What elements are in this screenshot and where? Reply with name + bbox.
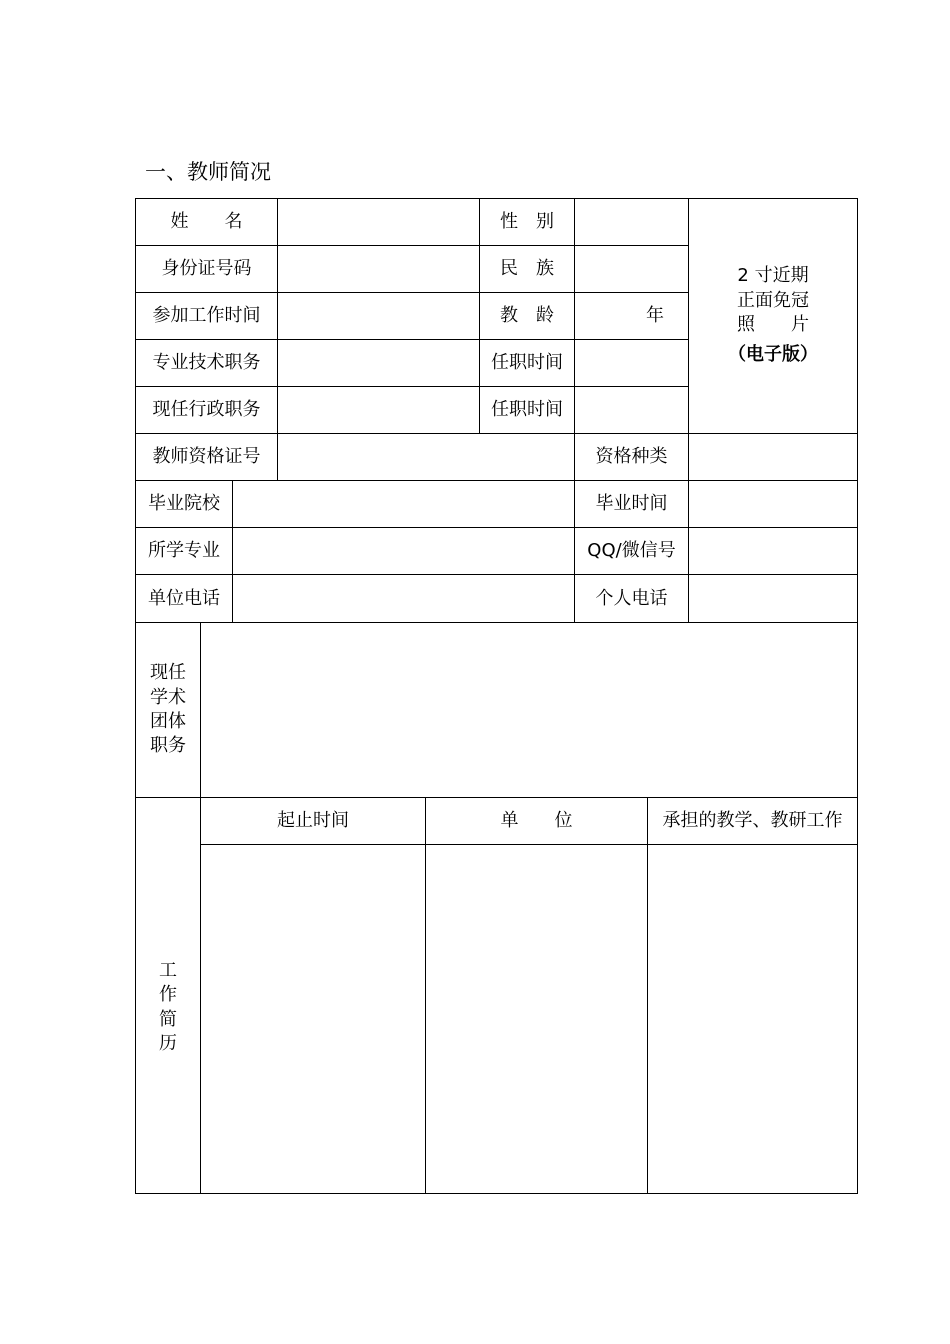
ethnicity-label: 民 族	[500, 258, 554, 280]
academic-roles-line: 职务	[150, 735, 186, 757]
appointment-time-2-field[interactable]	[575, 387, 688, 433]
work-phone-label: 单位电话	[148, 587, 220, 609]
academic-roles-field[interactable]	[201, 623, 857, 797]
academic-roles-label	[136, 623, 200, 797]
personal-phone-label: 个人电话	[595, 587, 668, 609]
years-unit: 年	[646, 305, 664, 327]
history-duties-field[interactable]	[648, 845, 857, 1193]
work-history-char: 工	[159, 959, 177, 981]
cert-type-label: 资格种类	[595, 446, 668, 468]
photo-placeholder[interactable]	[689, 199, 857, 433]
work-history-char: 历	[159, 1032, 177, 1054]
professional-title-label: 专业技术职务	[152, 352, 261, 374]
professional-title-field[interactable]	[278, 340, 479, 386]
photo-line4: （电子版）	[728, 344, 818, 366]
photo-line3: 照 片	[737, 314, 809, 335]
appointment-time-1-label: 任职时间	[491, 352, 563, 374]
qq-wechat-label: QQ/微信号	[587, 540, 676, 562]
major-field[interactable]	[233, 528, 574, 574]
cert-type-field[interactable]	[689, 434, 857, 480]
graduate-school-field[interactable]	[233, 481, 574, 527]
ethnicity-field[interactable]	[575, 246, 688, 292]
teacher-cert-label: 教师资格证号	[152, 446, 261, 468]
section-title: 一、教师简况	[145, 160, 271, 184]
work-start-field[interactable]	[278, 293, 479, 339]
id-number-label: 身份证号码	[161, 258, 252, 280]
work-history-char: 简	[159, 1008, 177, 1030]
major-label: 所学专业	[148, 540, 220, 562]
teaching-years-field[interactable]	[575, 293, 688, 339]
admin-position-label: 现任行政职务	[152, 399, 261, 421]
graduate-time-field[interactable]	[689, 481, 857, 527]
gender-field[interactable]	[575, 199, 688, 245]
work-start-label: 参加工作时间	[152, 305, 261, 327]
name-label: 姓 名	[170, 211, 243, 233]
gender-label: 性 别	[500, 211, 554, 233]
work-phone-field[interactable]	[233, 575, 574, 622]
academic-roles-line: 现任	[150, 662, 186, 684]
photo-line1: 2 寸近期	[737, 265, 809, 287]
admin-position-field[interactable]	[278, 387, 479, 433]
teaching-years-label: 教 龄	[500, 305, 554, 327]
history-unit-field[interactable]	[426, 845, 647, 1193]
work-history-label	[136, 798, 200, 1193]
work-history-char: 作	[159, 984, 177, 1006]
graduate-time-label: 毕业时间	[595, 493, 668, 515]
graduate-school-label: 毕业院校	[148, 493, 220, 515]
teacher-cert-field[interactable]	[278, 434, 574, 480]
col-unit-header: 单 位	[500, 810, 573, 832]
id-number-field[interactable]	[278, 246, 479, 292]
photo-line2: 正面免冠	[737, 289, 809, 311]
appointment-time-1-field[interactable]	[575, 340, 688, 386]
appointment-time-2-label: 任职时间	[491, 399, 563, 421]
history-period-field[interactable]	[201, 845, 425, 1193]
qq-wechat-field[interactable]	[689, 528, 857, 574]
academic-roles-line: 团体	[150, 711, 186, 732]
name-field[interactable]	[278, 199, 479, 245]
col-duties-header: 承担的教学、教研工作	[662, 810, 843, 832]
col-period-header: 起止时间	[277, 810, 349, 832]
academic-roles-line: 学术	[150, 686, 186, 708]
personal-phone-field[interactable]	[689, 575, 857, 622]
